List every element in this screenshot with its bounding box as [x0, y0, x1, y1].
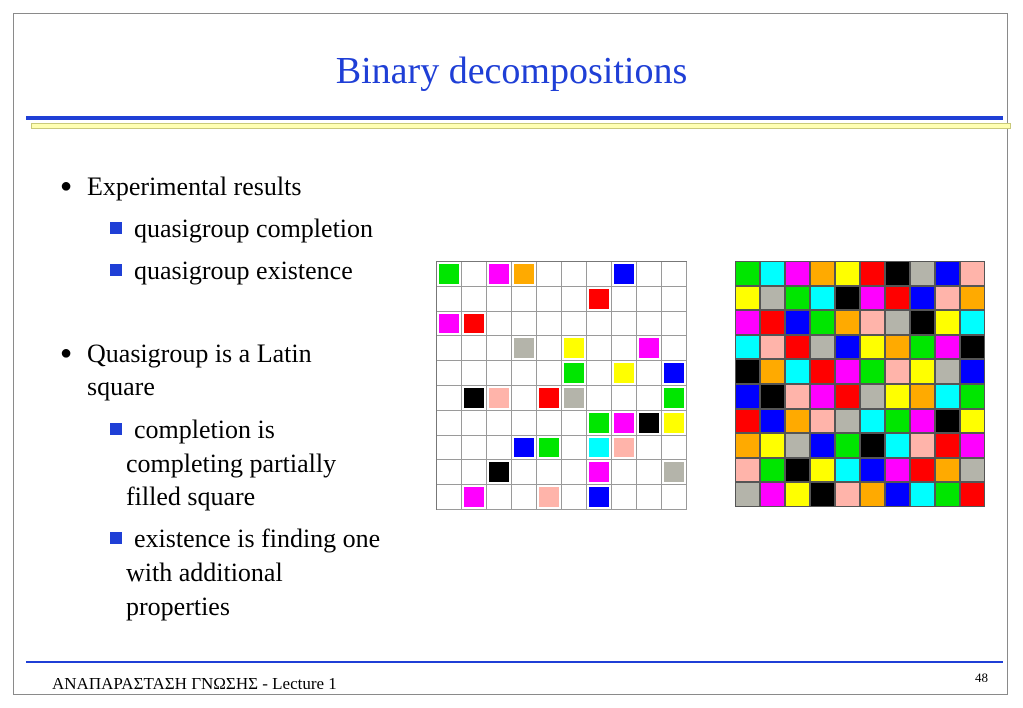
square-cell	[911, 385, 934, 408]
square-cell	[836, 287, 859, 310]
square-cell	[562, 287, 587, 312]
filled-cell-color	[639, 338, 659, 358]
filled-cell-color	[489, 264, 509, 284]
square-cell	[637, 262, 662, 287]
square-cell	[786, 262, 809, 285]
square-cell	[936, 262, 959, 285]
square-cell	[512, 460, 537, 485]
square-cell	[886, 385, 909, 408]
square-cell	[587, 485, 612, 510]
sub-existence-line3: properties	[126, 592, 230, 621]
footer-text: ΑΝΑΠΑΡΑΣΤΑΣΗ ΓΝΩΣΗΣ - Lecture 1	[52, 674, 337, 693]
square-cell	[612, 262, 637, 287]
filled-cell-color	[639, 413, 659, 433]
square-cell	[811, 385, 834, 408]
square-cell	[512, 361, 537, 386]
filled-cell-color	[489, 462, 509, 482]
square-cell	[662, 386, 687, 411]
square-cell	[462, 436, 487, 461]
square-cell	[936, 385, 959, 408]
filled-cell-color	[664, 388, 684, 408]
square-cell	[612, 485, 637, 510]
square-cell	[637, 386, 662, 411]
square-cell	[861, 262, 884, 285]
square-cell	[811, 459, 834, 482]
square-bullet-icon	[110, 423, 122, 435]
square-cell	[437, 262, 462, 287]
square-cell	[487, 312, 512, 337]
square-cell	[612, 336, 637, 361]
square-cell	[961, 287, 984, 310]
filled-cell-color	[464, 487, 484, 507]
square-cell	[961, 410, 984, 433]
square-cell	[512, 485, 537, 510]
filled-cell-color	[514, 438, 534, 458]
square-cell	[437, 386, 462, 411]
square-cell	[886, 311, 909, 334]
square-cell	[612, 436, 637, 461]
square-cell	[861, 483, 884, 506]
square-cell	[512, 436, 537, 461]
square-cell	[911, 410, 934, 433]
square-cell	[786, 336, 809, 359]
square-cell	[537, 460, 562, 485]
square-cell	[886, 360, 909, 383]
square-cell	[587, 436, 612, 461]
square-cell	[662, 262, 687, 287]
square-cell	[886, 434, 909, 457]
square-cell	[861, 434, 884, 457]
square-cell	[761, 262, 784, 285]
sub-completion-line3: filled square	[126, 482, 256, 511]
filled-cell-color	[614, 438, 634, 458]
square-cell	[437, 287, 462, 312]
square-cell	[911, 262, 934, 285]
square-cell	[811, 262, 834, 285]
square-cell	[761, 287, 784, 310]
square-cell	[662, 287, 687, 312]
square-cell	[587, 312, 612, 337]
square-cell	[637, 485, 662, 510]
square-cell	[637, 361, 662, 386]
square-cell	[761, 434, 784, 457]
filled-cell-color	[539, 487, 559, 507]
title-underline-blue	[26, 116, 1003, 120]
sub-completion-line1: completion is	[134, 415, 275, 444]
square-cell	[662, 411, 687, 436]
square-cell	[562, 336, 587, 361]
square-cell	[961, 434, 984, 457]
square-cell	[637, 336, 662, 361]
square-cell	[537, 336, 562, 361]
square-cell	[736, 287, 759, 310]
square-cell	[462, 287, 487, 312]
filled-cell-color	[589, 413, 609, 433]
square-cell	[437, 336, 462, 361]
filled-cell-color	[664, 462, 684, 482]
square-cell	[462, 262, 487, 287]
square-cell	[936, 434, 959, 457]
square-cell	[836, 336, 859, 359]
filled-cell-color	[439, 314, 459, 334]
square-cell	[537, 361, 562, 386]
square-cell	[961, 385, 984, 408]
square-cell	[761, 336, 784, 359]
square-cell	[612, 460, 637, 485]
square-cell	[961, 336, 984, 359]
square-cell	[886, 483, 909, 506]
square-cell	[786, 311, 809, 334]
square-cell	[637, 312, 662, 337]
square-cell	[936, 336, 959, 359]
square-cell	[587, 460, 612, 485]
footer-rule	[26, 661, 1003, 663]
square-cell	[462, 361, 487, 386]
bullet-latin-square-line2: square	[87, 372, 155, 401]
square-cell	[662, 336, 687, 361]
bullet-dot-icon: ●	[60, 175, 73, 197]
square-cell	[761, 483, 784, 506]
square-cell	[462, 312, 487, 337]
filled-cell-color	[539, 388, 559, 408]
square-bullet-icon	[110, 222, 122, 234]
square-cell	[512, 336, 537, 361]
square-cell	[911, 483, 934, 506]
square-cell	[811, 434, 834, 457]
slide-title: Binary decompositions	[335, 50, 688, 92]
square-cell	[662, 312, 687, 337]
filled-cell-color	[589, 487, 609, 507]
square-cell	[936, 483, 959, 506]
page-number: 48	[975, 670, 988, 685]
square-cell	[936, 360, 959, 383]
square-cell	[736, 410, 759, 433]
square-cell	[512, 411, 537, 436]
square-cell	[836, 385, 859, 408]
sub-completion-line2: completing partially	[126, 449, 337, 478]
square-cell	[836, 483, 859, 506]
square-cell	[736, 311, 759, 334]
square-cell	[562, 361, 587, 386]
square-cell	[811, 336, 834, 359]
filled-cell-color	[464, 314, 484, 334]
square-cell	[861, 311, 884, 334]
sub-bullet-existence: quasigroup existence	[134, 256, 353, 285]
square-cell	[786, 483, 809, 506]
square-cell	[811, 483, 834, 506]
square-cell	[736, 262, 759, 285]
square-cell	[562, 262, 587, 287]
square-cell	[911, 287, 934, 310]
square-cell	[437, 436, 462, 461]
square-cell	[537, 411, 562, 436]
square-cell	[836, 410, 859, 433]
square-cell	[487, 386, 512, 411]
square-cell	[861, 459, 884, 482]
sub-existence-line2: with additional	[126, 558, 283, 587]
square-cell	[512, 262, 537, 287]
square-cell	[861, 410, 884, 433]
square-cell	[562, 460, 587, 485]
square-cell	[587, 386, 612, 411]
square-cell	[487, 460, 512, 485]
square-cell	[736, 483, 759, 506]
square-cell	[736, 385, 759, 408]
square-cell	[761, 360, 784, 383]
square-cell	[587, 336, 612, 361]
square-cell	[437, 312, 462, 337]
filled-cell-color	[589, 462, 609, 482]
square-cell	[861, 385, 884, 408]
bullet-experimental-results: Experimental results	[87, 172, 302, 201]
square-cell	[861, 336, 884, 359]
square-cell	[811, 410, 834, 433]
square-cell	[786, 385, 809, 408]
square-cell	[462, 411, 487, 436]
square-cell	[936, 287, 959, 310]
square-cell	[761, 385, 784, 408]
square-cell	[811, 311, 834, 334]
square-cell	[811, 287, 834, 310]
square-cell	[886, 262, 909, 285]
square-cell	[861, 287, 884, 310]
partial-latin-square	[436, 261, 687, 510]
square-cell	[612, 287, 637, 312]
square-cell	[836, 459, 859, 482]
square-cell	[961, 483, 984, 506]
square-cell	[637, 411, 662, 436]
square-cell	[587, 411, 612, 436]
square-cell	[462, 485, 487, 510]
square-cell	[612, 312, 637, 337]
square-cell	[961, 311, 984, 334]
square-cell	[487, 361, 512, 386]
square-cell	[562, 386, 587, 411]
filled-cell-color	[664, 413, 684, 433]
square-cell	[761, 410, 784, 433]
filled-cell-color	[439, 264, 459, 284]
square-cell	[587, 361, 612, 386]
square-cell	[811, 360, 834, 383]
square-cell	[836, 262, 859, 285]
square-cell	[662, 460, 687, 485]
square-cell	[836, 311, 859, 334]
square-cell	[562, 436, 587, 461]
square-cell	[462, 336, 487, 361]
square-cell	[537, 287, 562, 312]
square-cell	[562, 312, 587, 337]
bullet-latin-square-line1: Quasigroup is a Latin	[87, 339, 312, 368]
square-cell	[886, 287, 909, 310]
square-cell	[836, 434, 859, 457]
square-cell	[537, 262, 562, 287]
square-cell	[437, 361, 462, 386]
square-cell	[961, 360, 984, 383]
filled-cell-color	[564, 338, 584, 358]
square-cell	[512, 287, 537, 312]
square-cell	[911, 360, 934, 383]
square-cell	[462, 460, 487, 485]
square-cell	[512, 312, 537, 337]
square-cell	[961, 262, 984, 285]
square-cell	[487, 485, 512, 510]
square-cell	[662, 436, 687, 461]
square-cell	[512, 386, 537, 411]
filled-cell-color	[539, 438, 559, 458]
square-cell	[911, 434, 934, 457]
square-cell	[861, 360, 884, 383]
square-cell	[587, 287, 612, 312]
square-cell	[961, 459, 984, 482]
square-cell	[936, 311, 959, 334]
filled-cell-color	[614, 363, 634, 383]
square-cell	[537, 436, 562, 461]
square-cell	[836, 360, 859, 383]
square-cell	[562, 411, 587, 436]
square-cell	[786, 459, 809, 482]
completed-latin-square	[735, 261, 985, 507]
square-cell	[761, 311, 784, 334]
square-cell	[911, 336, 934, 359]
square-cell	[537, 312, 562, 337]
square-cell	[637, 436, 662, 461]
filled-cell-color	[514, 338, 534, 358]
square-cell	[786, 287, 809, 310]
square-cell	[911, 311, 934, 334]
square-cell	[637, 287, 662, 312]
filled-cell-color	[614, 264, 634, 284]
square-cell	[462, 386, 487, 411]
square-cell	[587, 262, 612, 287]
square-cell	[487, 287, 512, 312]
square-cell	[736, 360, 759, 383]
square-cell	[736, 459, 759, 482]
filled-cell-color	[564, 363, 584, 383]
square-cell	[437, 411, 462, 436]
square-cell	[786, 410, 809, 433]
filled-cell-color	[589, 289, 609, 309]
square-cell	[662, 361, 687, 386]
square-cell	[736, 434, 759, 457]
square-bullet-icon	[110, 264, 122, 276]
square-cell	[786, 360, 809, 383]
square-cell	[662, 485, 687, 510]
filled-cell-color	[564, 388, 584, 408]
square-cell	[936, 410, 959, 433]
square-cell	[537, 386, 562, 411]
square-cell	[487, 436, 512, 461]
square-cell	[487, 336, 512, 361]
square-cell	[437, 460, 462, 485]
square-cell	[761, 459, 784, 482]
square-cell	[537, 485, 562, 510]
square-cell	[612, 361, 637, 386]
square-cell	[562, 485, 587, 510]
square-cell	[886, 336, 909, 359]
filled-cell-color	[464, 388, 484, 408]
bullet-dot-icon: ●	[60, 342, 73, 364]
filled-cell-color	[489, 388, 509, 408]
filled-cell-color	[589, 438, 609, 458]
square-cell	[612, 386, 637, 411]
title-underline-yellow	[31, 123, 1011, 129]
filled-cell-color	[664, 363, 684, 383]
square-cell	[886, 459, 909, 482]
filled-cell-color	[514, 264, 534, 284]
sub-bullet-completion: quasigroup completion	[134, 214, 374, 243]
square-cell	[487, 262, 512, 287]
square-cell	[911, 459, 934, 482]
square-cell	[736, 336, 759, 359]
square-bullet-icon	[110, 532, 122, 544]
square-cell	[786, 434, 809, 457]
square-cell	[886, 410, 909, 433]
square-cell	[612, 411, 637, 436]
square-cell	[487, 411, 512, 436]
sub-existence-line1: existence is finding one	[134, 524, 381, 553]
square-cell	[936, 459, 959, 482]
filled-cell-color	[614, 413, 634, 433]
square-cell	[637, 460, 662, 485]
square-cell	[437, 485, 462, 510]
